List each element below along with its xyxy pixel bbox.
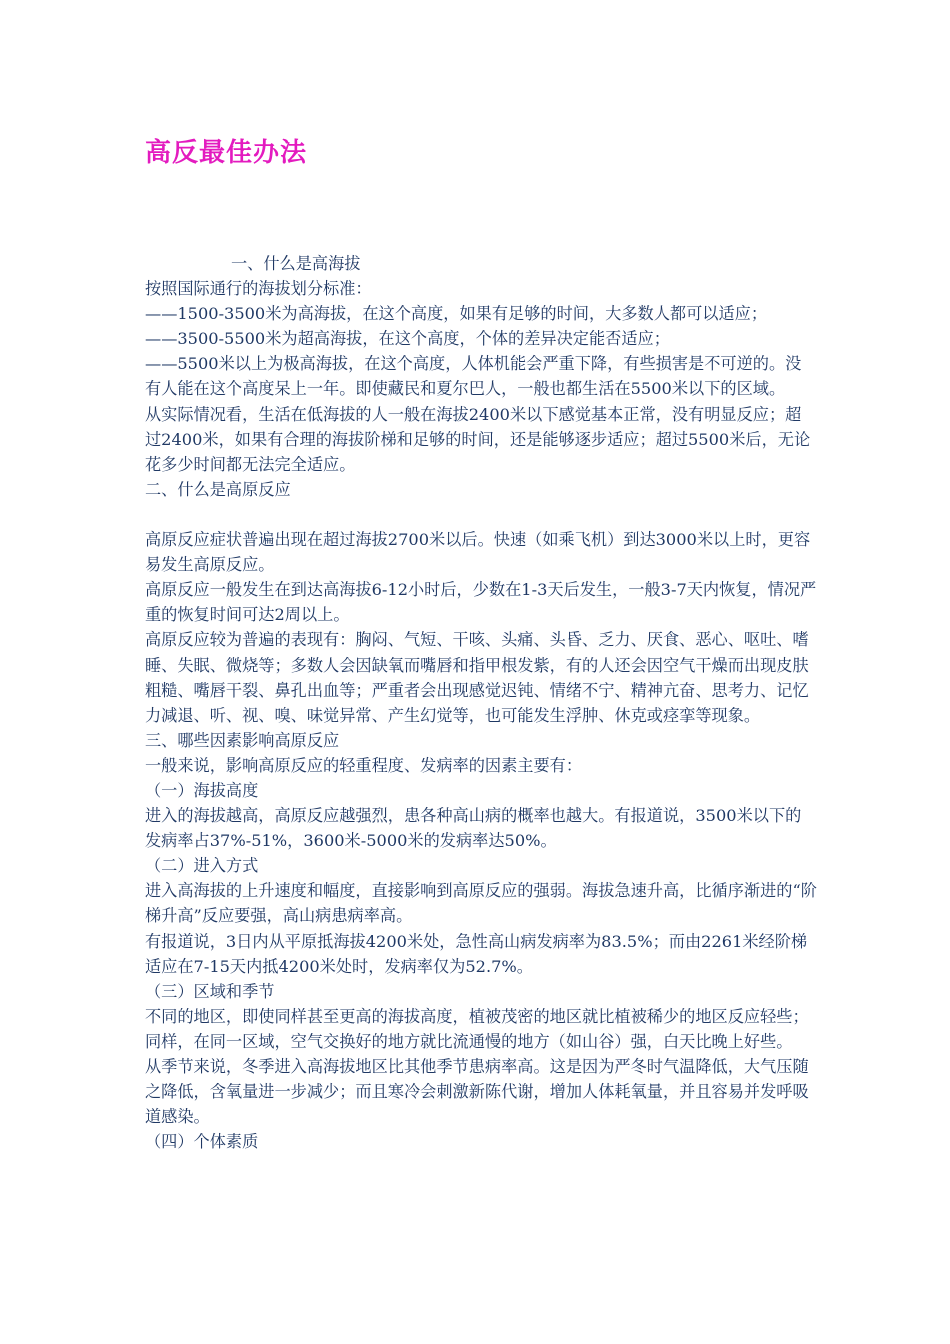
paragraph: 从实际情况看，生活在低海拔的人一般在海拔2400米以下感觉基本正常，没有明显反应；超过2400米，如果有合理的海拔阶梯和足够的时间，还是能够逐步适应；超过5500米后，无论花多少时间都无法完全适应。: [145, 404, 811, 474]
subheading: （二）进入方式: [145, 856, 259, 876]
section-heading-1: 一、什么是高海拔: [231, 254, 361, 273]
section-heading-3: 三、哪些因素影响高原反应: [145, 730, 340, 750]
section-heading-2: 二、什么是高原反应: [145, 479, 291, 499]
paragraph: 按照国际通行的海拔划分标准：: [145, 279, 372, 299]
paragraph: ——3500-5500米为超高海拔，在这个高度，个体的差异决定能否适应；: [145, 329, 670, 349]
document-title: 高反最佳办法: [145, 138, 308, 168]
paragraph: ——1500-3500米为高海拔，在这个高度，如果有足够的时间，大多数人都可以适应；: [145, 304, 768, 324]
paragraph: 高原反应症状普遍出现在超过海拔2700米以后。快速（如乘飞机）到达3000米以上时，更容易发生高原反应。: [145, 530, 811, 575]
paragraph: ——5500米以上为极高海拔，在这个高度，人体机能会严重下降，有些损害是不可逆的。没有人能在这个高度呆上一年。即使藏民和夏尔巴人，一般也都生活在5500米以下的区域。: [145, 354, 802, 399]
subheading: （四）个体素质: [145, 1132, 259, 1152]
paragraph: 有报道说，3日内从平原抵海拔4200米处，急性高山病发病率为83.5%；而由2261米经阶梯适应在7-15天内抵4200米处时，发病率仅为52.7%。: [145, 931, 808, 976]
subheading: （三）区域和季节: [145, 981, 275, 1001]
paragraph: 不同的地区，即使同样甚至更高的海拔高度，植被茂密的地区就比植被稀少的地区反应轻些；同样，在同一区域，空气交换好的地方就比流通慢的地方（如山谷）强，白天比晚上好些。: [145, 1006, 809, 1051]
paragraph: 高原反应较为普遍的表现有：胸闷、气短、干咳、头痛、头昏、乏力、厌食、恶心、呕吐、嗜睡、失眠、微烧等；多数人会因缺氧而嘴唇和指甲根发紫，有的人还会因空气干燥而出现皮肤粗糙、嘴唇干裂、鼻孔出血等；严重者会出现感觉迟钝、情绪不宁、精神亢奋、思考力、记忆力减退、听、视、嗅、味觉异常、产生幻觉等，也可能发生浮肿、休克或痉挛等现象。: [145, 630, 809, 725]
paragraph: 进入的海拔越高，高原反应越强烈，患各种高山病的概率也越大。有报道说，3500米以下的发病率占37%-51%，3600米-5000米的发病率达50%。: [145, 806, 802, 851]
paragraph: 从季节来说，冬季进入高海拔地区比其他季节患病率高。这是因为严冬时气温降低，大气压随之降低，含氧量进一步减少；而且寒冷会刺激新陈代谢，增加人体耗氧量，并且容易并发呼吸道感染。: [145, 1057, 809, 1127]
subheading: （一）海拔高度: [145, 780, 259, 800]
document-body: [145, 251, 817, 1154]
paragraph: 高原反应一般发生在到达高海拔6-12小时后，少数在1-3天后发生，一般3-7天内恢复，情况严重的恢复时间可达2周以上。: [145, 580, 817, 625]
paragraph: 进入高海拔的上升速度和幅度，直接影响到高原反应的强弱。海拔急速升高，比循序渐进的“阶梯升高”反应要强，高山病患病率高。: [145, 881, 817, 926]
paragraph: 一般来说，影响高原反应的轻重程度、发病率的因素主要有：: [145, 755, 583, 775]
blank-line: [145, 502, 817, 527]
